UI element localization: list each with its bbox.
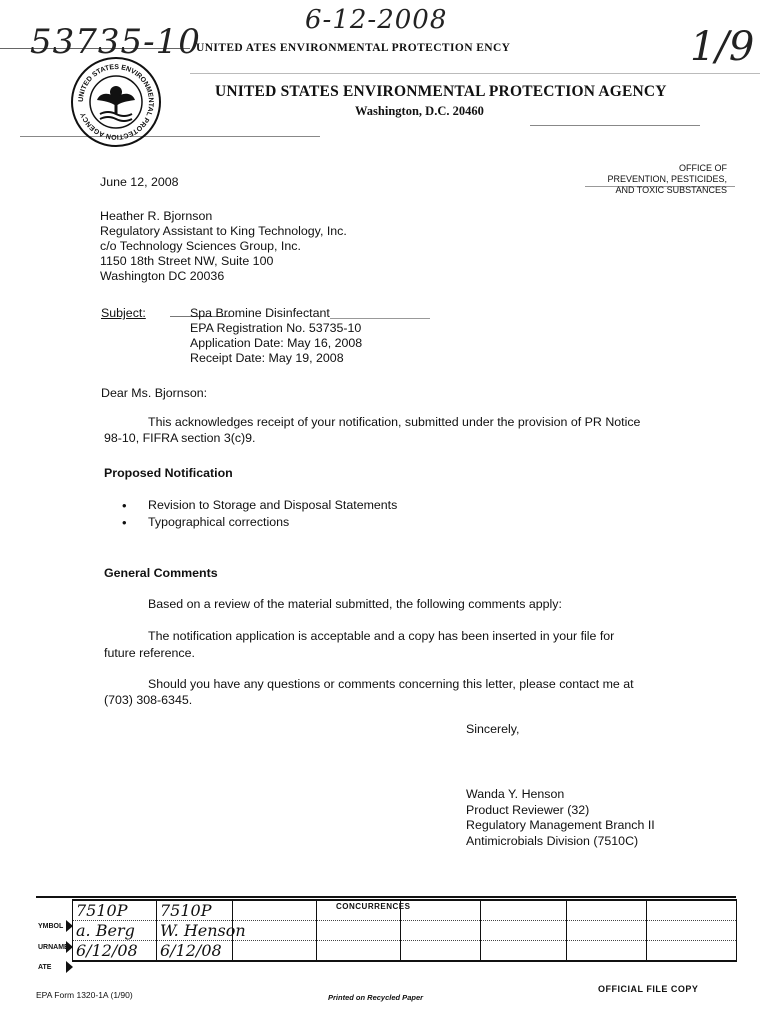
paragraph-4: Should you have any questions or comments concerning this letter, please contact me at: [148, 677, 634, 691]
empty-cell: [567, 900, 647, 921]
row-arrow-icon: [66, 961, 73, 973]
subject-block: [190, 306, 362, 366]
concurrences-title: CONCURRENCES: [336, 902, 411, 911]
recipient-line: 1150 18th Street NW, Suite 100: [100, 254, 274, 268]
surname-cell: a. Berg: [73, 921, 157, 941]
signature-line: Antimicrobials Division (7510C): [466, 833, 639, 848]
subject-line: Spa Bromine Disinfectant: [190, 306, 330, 320]
paragraph-4-cont: (703) 308-6345.: [104, 693, 193, 707]
empty-cell: [481, 921, 567, 941]
surname-cell: W. Henson: [157, 921, 233, 941]
row-label-symbol: YMBOL: [38, 923, 64, 930]
form-number: EPA Form 1320-1A (1/90): [36, 990, 133, 1000]
closing: Sincerely,: [466, 722, 520, 736]
symbol-cell: 7510P: [157, 900, 233, 921]
list-item: • Typographical corrections: [122, 514, 397, 531]
handwritten-date: 6-12-2008: [305, 5, 448, 35]
empty-cell: [647, 900, 737, 921]
header-top-line: UNITED ATES ENVIRONMENTAL PROTECTION ENCY: [196, 42, 511, 54]
symbol-cell: 7510P: [73, 900, 157, 921]
empty-cell: [647, 921, 737, 941]
printed-note: Printed on Recycled Paper: [328, 993, 424, 1002]
office-line: AND TOXIC SUBSTANCES: [615, 185, 727, 195]
bullet-list: [122, 497, 397, 531]
subject-line: Receipt Date: May 19, 2008: [190, 351, 344, 365]
scan-mark: [530, 125, 700, 126]
empty-cell: [567, 921, 647, 941]
signature-block: [466, 787, 655, 849]
empty-cell: [317, 941, 401, 962]
paragraph-2: Based on a review of the material submitted, the following comments apply:: [148, 597, 562, 611]
list-item: • Revision to Storage and Disposal Statements: [122, 497, 397, 514]
row-label-date: ATE: [38, 964, 52, 971]
agency-address: Washington, D.C. 20460: [355, 104, 484, 118]
empty-cell: [233, 900, 317, 921]
concurrence-table: [72, 899, 737, 962]
paragraph-3-cont: future reference.: [104, 646, 195, 660]
office-block: [607, 163, 727, 196]
empty-cell: [647, 941, 737, 962]
table-row: [73, 900, 737, 921]
recipient-line: Washington DC 20036: [100, 269, 225, 283]
empty-cell: [233, 941, 317, 962]
recipient-block: [100, 209, 347, 284]
agency-name: UNITED STATES ENVIRONMENTAL PROTECTION AGENCY: [215, 83, 667, 100]
empty-cell: [401, 941, 481, 962]
seal-lettering: UNITED STATES ENVIRONMENTAL PROTECTION AGENCY: [77, 63, 155, 141]
empty-cell: [317, 921, 401, 941]
subject-line: EPA Registration No. 53735-10: [190, 321, 362, 335]
scan-mark: [20, 136, 320, 137]
concurrence-top-rule: [36, 896, 736, 898]
empty-cell: [401, 921, 481, 941]
handwritten-page-count: 1/9: [690, 24, 755, 70]
letter-date: June 12, 2008: [100, 175, 179, 189]
recipient-line: c/o Technology Sciences Group, Inc.: [100, 239, 301, 253]
heading-general-comments: General Comments: [104, 566, 218, 580]
office-line: PREVENTION, PESTICIDES,: [607, 174, 727, 184]
recipient-line: Heather R. Bjornson: [100, 209, 213, 223]
paragraph-1-cont: 98-10, FIFRA section 3(c)9.: [104, 431, 256, 445]
handwritten-registration: 53735-10: [30, 22, 201, 62]
empty-cell: [481, 941, 567, 962]
signature-line: Regulatory Management Branch II: [466, 818, 655, 832]
subject-label: Subject:: [101, 306, 146, 320]
table-row: [73, 921, 737, 941]
signature-line: Wanda Y. Henson: [466, 787, 565, 801]
paragraph-1: This acknowledges receipt of your notification, submitted under the provision of PR Notice: [148, 415, 641, 429]
heading-proposed-notification: Proposed Notification: [104, 466, 233, 480]
empty-cell: [401, 900, 481, 921]
empty-cell: [567, 941, 647, 962]
office-line: OFFICE OF: [679, 163, 727, 173]
recipient-line: Regulatory Assistant to King Technology, Inc.: [100, 224, 347, 238]
empty-cell: [317, 900, 401, 921]
paragraph-3: The notification application is acceptable and a copy has been inserted in your file for: [148, 629, 615, 643]
epa-seal-icon: [70, 56, 162, 148]
scan-mark: [190, 73, 760, 74]
subject-line: Application Date: May 16, 2008: [190, 336, 363, 350]
date-cell: 6/12/08: [73, 941, 157, 962]
table-row: [73, 941, 737, 962]
signature-line: Product Reviewer (32): [466, 802, 590, 817]
salutation: Dear Ms. Bjornson:: [101, 386, 208, 400]
empty-cell: [481, 900, 567, 921]
official-file-copy: OFFICIAL FILE COPY: [598, 984, 699, 994]
row-label-surname: URNAME: [38, 944, 69, 951]
date-cell: 6/12/08: [157, 941, 233, 962]
